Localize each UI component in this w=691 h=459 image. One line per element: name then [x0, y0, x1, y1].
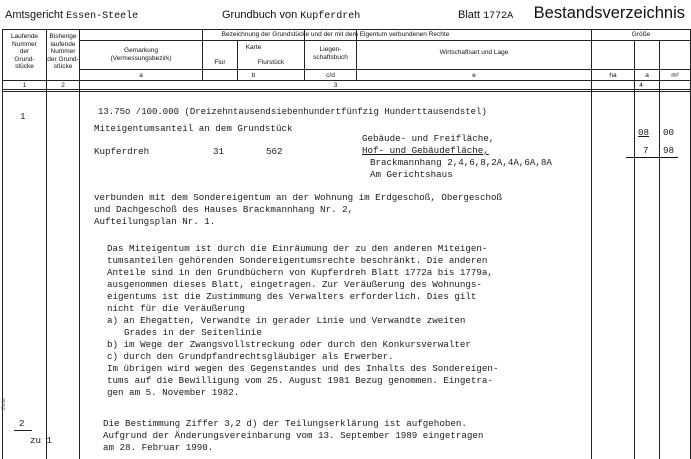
court-label: Amtsgericht Essen-Steele [5, 9, 139, 22]
register-label: Grundbuch von Kupferdreh [222, 9, 361, 22]
col-header-span-title: Bezeichnung der Grundstücke und der mit dem Eigentum verbundenen Rechte [221, 31, 450, 38]
span-title-rule [79, 40, 591, 41]
entry1-paragraph-line: b) im Wege der Zwangsvollstreckung oder durch den Konkursverwalter [107, 339, 471, 350]
col-letter-cd: c/d [326, 72, 335, 79]
col-header-flurstueck: Flurstück [257, 59, 285, 66]
entry1-gemarkung: Kupferdreh [94, 146, 150, 157]
entry1-sonder-line: und Dachgeschoß des Hauses Brackmannhang Nr. 2, [94, 204, 354, 215]
col-number-2: 2 [61, 82, 65, 89]
entry1-paragraph-line: gen am 5. November 1982. [107, 387, 240, 398]
entry1-use: Hof- und Gebäudefläche, [362, 145, 489, 156]
col-rule [659, 40, 660, 459]
entry1-paragraph-line: ausgenommen dieses Blatt, eingetragen. Zur Veräußerung des Wohnungs- [107, 279, 482, 290]
col-header-karte: Karte [245, 44, 262, 51]
entry1-size-qm: 98 [663, 145, 675, 156]
entry1-lfd-nr: 1 [20, 111, 26, 122]
entry1-paragraph-line: tumsanteilen gehörenden Sondereigentumsrechte beschränkt. Die anderen [107, 255, 488, 266]
entry1-size-a: 7 [643, 145, 649, 156]
entry1-paragraph-line: c) durch den Grundpfandrechtsgläubiger als Erwerber. [107, 351, 394, 362]
groesse-letter-rule [591, 69, 691, 70]
col-header-bisherige: Bisherige laufende Nummer der Grund- stücke [47, 33, 79, 70]
table-top-rule [2, 29, 691, 30]
entry1-sonder-line: Aufteilungsplan Nr. 1. [94, 216, 216, 227]
col-header-qm: m² [671, 72, 679, 79]
col-header-a: a [645, 72, 649, 79]
entry2-lfd-nr: 2 [19, 418, 25, 429]
col-rule [79, 29, 80, 459]
entry1-share-line: 13.75o /100.000 (Dreizehntausendsiebenhundertfünfzig Hunderttausendstel) [98, 107, 487, 117]
entry1-flurstueck: 562 [266, 146, 283, 157]
entry1-flur: 31 [213, 146, 225, 157]
col-header-wirtschaftsart: Wirtschaftsart und Lage [439, 49, 509, 56]
col-header-gemarkung: Gemarkung (Vermessungsbezirk) [110, 47, 172, 62]
number-row-rule-2 [2, 91, 691, 92]
header-rule [2, 80, 691, 81]
entry2-lfd-underline [14, 430, 32, 431]
col-number-3: 3 [333, 82, 338, 89]
entry1-paragraph-line: eigentums ist die Zustimmung des Verwalters erforderlich. Dies gilt [107, 291, 477, 302]
groesse-rule [591, 40, 691, 41]
entry2-line: Aufgrund der Änderungsvereinbarung vom 13. September 1989 eingetragen [103, 430, 484, 441]
entry1-paragraph-line: nicht für die Veräußerung [107, 303, 245, 314]
col-header-liegenschaftsbuch: Liegen- schaftsbuch [313, 46, 348, 61]
col-header-ha: ha [609, 72, 617, 79]
entry1-paragraph-line: Das Miteigentum ist durch die Einräumung der zu den anderen Miteigen- [107, 243, 488, 254]
sheet-label: Blatt 1772A [458, 9, 514, 22]
col-number-4: 4 [639, 82, 643, 89]
col-header-groesse: Größe [631, 31, 651, 38]
entry1-size-a: 08 [638, 127, 650, 138]
entry1-share-line: Miteigentumsanteil an dem Grundstück [94, 123, 293, 134]
entry1-paragraph-line: tums auf die Bewilligung vom 25. August 1981 Bezug genommen. Eingetra- [107, 375, 493, 386]
col-number-1: 1 [22, 82, 27, 89]
entry1-size-qm: 00 [663, 127, 675, 138]
entry1-paragraph-line: Im übrigen wird wegen des Gegenstandes und des Inhalts des Sondereigen- [107, 363, 499, 374]
col-header-lfd-nr: Laufende Nummer der Grund- stücke [10, 33, 39, 70]
entry2-bisherige: zu 1 [30, 435, 53, 446]
col-rule [634, 40, 635, 459]
size-underline [626, 157, 678, 158]
entry1-sonder-line: verbunden mit dem Sondereigentum an der Wohnung im Erdgeschoß, Obergeschoß [94, 192, 502, 203]
entry2-line: Die Bestimmung Ziffer 3,2 d) der Teilungserklärung ist aufgehoben. [103, 418, 467, 429]
entry1-paragraph-line: Grades in der Seitenlinie [124, 327, 262, 338]
entry1-use: Am Gerichtshaus [370, 169, 453, 180]
entry1-paragraph-line: a) an Ehegatten, Verwandte in gerader Linie und Verwandte zweiten [107, 315, 466, 326]
entry1-paragraph-line: Anteile sind in den Grundbüchern von Kupferdreh Blatt 1772a bis 1779a, [107, 267, 493, 278]
col-letter-e: e [472, 72, 476, 79]
col-letter-b: b [251, 72, 256, 79]
entry2-line: am 28. Februar 1990. [103, 442, 214, 453]
col-rule [2, 29, 3, 459]
entry1-use: Gebäude- und Freifläche, [362, 133, 495, 144]
margin-note: Zeile [1, 398, 7, 410]
col-header-flur: Flur [214, 59, 226, 66]
col-letter-a: a [139, 72, 143, 79]
col-rule [46, 29, 47, 459]
col-rule [591, 29, 592, 459]
page-title: Bestandsverzeichnis [533, 4, 685, 22]
letter-row-rule [79, 69, 591, 70]
entry1-use: Brackmannhang 2,4,6,8,2A,4A,6A,8A [370, 157, 552, 168]
